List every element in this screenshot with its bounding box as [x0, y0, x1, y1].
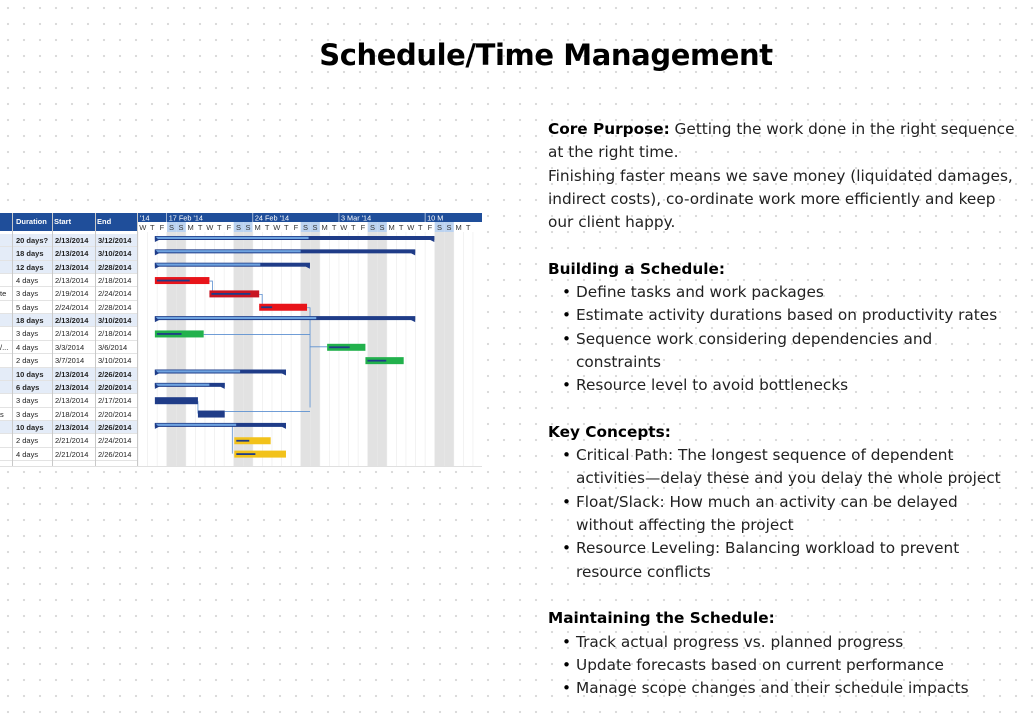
table-cell-duration: 4 days	[16, 449, 39, 459]
page-title: Schedule/Time Management	[319, 38, 773, 72]
table-cell-start: 2/13/2014	[55, 316, 89, 326]
key-concepts-list	[548, 444, 1018, 584]
building-schedule-heading: Building a Schedule:	[548, 259, 725, 278]
table-cell-duration: 4 days	[16, 342, 39, 352]
week-label: 10 M	[427, 213, 444, 223]
table-cell-end: 2/24/2014	[98, 436, 132, 446]
row-divider	[0, 460, 138, 461]
weekend-shading	[167, 232, 177, 466]
table-cell-start: 2/13/2014	[55, 382, 89, 392]
day-letter: S	[178, 223, 184, 232]
core-purpose-heading: Core Purpose:	[548, 120, 670, 138]
day-letter: M	[187, 223, 194, 232]
table-cell-start: 2/21/2014	[55, 449, 89, 459]
duration-column-header: Duration	[13, 213, 53, 231]
column-divider	[95, 213, 96, 466]
day-letter: T	[465, 223, 471, 232]
day-letter: T	[398, 223, 404, 232]
task-progress	[261, 306, 272, 308]
table-cell-name: te	[0, 289, 7, 299]
table-cell-start: 3/3/2014	[55, 342, 85, 352]
summary-progress	[155, 384, 209, 386]
summary-progress	[155, 250, 301, 252]
summary-progress	[155, 370, 240, 372]
table-cell-end: 2/28/2014	[98, 302, 132, 312]
table-cell-end: 2/17/2014	[98, 396, 132, 406]
day-letter: S	[168, 223, 175, 232]
table-cell-end: 3/12/2014	[98, 236, 132, 245]
day-letter: W	[206, 223, 214, 232]
gantt-header-blank	[0, 213, 12, 231]
weekend-shading	[368, 232, 378, 466]
table-cell-name: s	[0, 409, 4, 419]
weekend-shading	[243, 232, 253, 466]
table-cell-duration: 10 days	[16, 422, 44, 432]
day-letter: W	[407, 223, 415, 232]
maintaining-schedule-list	[548, 631, 1018, 701]
table-cell-duration: 12 days	[16, 262, 44, 272]
table-cell-end: 2/26/2014	[98, 449, 132, 459]
table-cell-duration: 6 days	[16, 382, 40, 392]
task-bar	[155, 397, 198, 404]
task-progress	[157, 280, 190, 282]
table-cell-start: 2/13/2014	[55, 236, 89, 245]
list-item: • Float/Slack: How much an activity can be delayed without affecting the project	[576, 491, 1018, 538]
day-letter: T	[264, 223, 270, 232]
day-letter: T	[284, 223, 289, 232]
table-cell-end: 2/18/2014	[98, 276, 132, 286]
day-letter: S	[369, 223, 375, 232]
day-letter: T	[217, 223, 222, 232]
list-item: • Update forecasts based on current performance	[576, 654, 1018, 677]
gantt-chart-screenshot	[0, 213, 482, 467]
table-cell-duration: 3 days	[16, 409, 39, 419]
list-item: • Manage scope changes and their schedule impacts	[576, 677, 1018, 700]
table-cell-duration: 3 days	[16, 396, 39, 406]
table-cell-end: 3/10/2014	[98, 356, 132, 366]
week-label: 3 Mar '14	[340, 213, 372, 223]
building-schedule-section	[548, 258, 1018, 398]
weekend-shading	[176, 232, 186, 466]
day-letter: M	[455, 223, 462, 232]
table-cell-end: 2/28/2014	[98, 262, 132, 272]
summary-progress	[155, 237, 309, 239]
task-progress	[157, 333, 182, 335]
table-cell-start: 2/13/2014	[55, 276, 89, 286]
task-bar	[198, 411, 225, 418]
table-cell-start: 2/21/2014	[55, 436, 89, 446]
summary-progress	[155, 424, 236, 426]
day-letter: S	[312, 223, 318, 232]
task-progress	[329, 346, 350, 348]
content-panel	[548, 118, 1018, 700]
table-cell-duration: 5 days	[16, 302, 39, 312]
week-label: '14	[140, 213, 150, 223]
table-cell-end: 2/20/2014	[98, 382, 132, 392]
table-cell-start: 2/18/2014	[55, 409, 89, 419]
day-letter: F	[427, 223, 433, 232]
maintaining-schedule-section	[548, 607, 1018, 700]
core-purpose-text: Getting the work done in the right sequence at the right time.	[548, 120, 1015, 162]
list-item: • Sequence work considering dependencies and constraints	[576, 328, 1018, 375]
weekend-shading	[234, 232, 244, 466]
day-letter: S	[302, 223, 308, 232]
task-progress	[236, 453, 255, 455]
task-progress	[211, 293, 250, 295]
list-item: • Resource Leveling: Balancing workload to prevent resource conflicts	[576, 537, 1018, 584]
table-cell-duration: 3 days	[16, 289, 39, 299]
day-letter: S	[235, 223, 241, 232]
day-letter: S	[436, 223, 442, 232]
day-letter: M	[254, 223, 261, 232]
list-item: • Critical Path: The longest sequence of dependent activities—delay these and you delay the whole project	[576, 444, 1018, 491]
table-cell-duration: 20 days?	[16, 236, 49, 245]
table-cell-duration: 3 days	[16, 329, 39, 339]
weekend-shading	[435, 232, 445, 466]
table-cell-duration: 2 days	[16, 356, 39, 366]
core-purpose-paragraph	[548, 118, 1018, 165]
list-item: • Resource level to avoid bottlenecks	[576, 374, 1018, 397]
weekend-shading	[377, 232, 387, 466]
table-cell-end: 3/10/2014	[98, 316, 132, 326]
table-cell-start: 2/13/2014	[55, 396, 89, 406]
list-item: • Estimate activity durations based on productivity rates	[576, 304, 1018, 327]
day-letter: T	[197, 223, 203, 232]
day-letter: T	[150, 223, 155, 232]
table-cell-name: /...	[0, 342, 9, 352]
building-schedule-list	[548, 281, 1018, 397]
day-letter: T	[351, 223, 356, 232]
day-letter: W	[340, 223, 348, 232]
day-letter: S	[245, 223, 251, 232]
table-cell-duration: 10 days	[16, 369, 44, 379]
day-letter: F	[360, 223, 366, 232]
summary-progress	[155, 317, 316, 319]
maintaining-schedule-heading: Maintaining the Schedule:	[548, 609, 775, 628]
table-cell-duration: 18 days	[16, 249, 44, 259]
start-column-header: Start	[52, 213, 95, 231]
table-cell-start: 3/7/2014	[55, 356, 85, 366]
table-cell-start: 2/13/2014	[55, 329, 89, 339]
key-concepts-heading: Key Concepts:	[548, 422, 671, 441]
weekend-shading	[310, 232, 320, 466]
table-cell-end: 2/26/2014	[98, 422, 132, 432]
day-letter: S	[379, 223, 385, 232]
day-letter: M	[321, 223, 328, 232]
table-cell-start: 2/13/2014	[55, 422, 89, 432]
day-letter: W	[273, 223, 281, 232]
table-cell-end: 2/26/2014	[98, 369, 132, 379]
day-letter: F	[293, 223, 299, 232]
list-item: • Track actual progress vs. planned progress	[576, 631, 1018, 654]
day-letter: S	[446, 223, 452, 232]
table-cell-end: 2/24/2014	[98, 289, 132, 299]
table-cell-duration: 2 days	[16, 436, 39, 446]
day-letter: T	[418, 223, 423, 232]
column-divider	[12, 213, 13, 466]
core-purpose-detail: Finishing faster means we save money (liquidated damages, indirect costs), co-ordinate work more efficiently and keep our client happy.	[548, 166, 1013, 232]
end-column-header: End	[95, 213, 138, 231]
table-cell-end: 3/6/2014	[98, 342, 128, 352]
table-cell-start: 2/24/2014	[55, 302, 89, 312]
gantt-timeline	[138, 213, 482, 466]
week-label: 24 Feb '14	[254, 213, 290, 223]
day-letter: F	[226, 223, 232, 232]
table-cell-start: 2/13/2014	[55, 249, 89, 259]
key-concepts-section	[548, 421, 1018, 584]
table-cell-end: 2/20/2014	[98, 409, 132, 419]
day-letter: F	[159, 223, 165, 232]
task-progress	[236, 440, 249, 442]
table-cell-start: 2/19/2014	[55, 289, 89, 299]
weekend-shading	[444, 232, 454, 466]
week-label: 17 Feb '14	[168, 213, 203, 223]
table-cell-start: 2/13/2014	[55, 262, 89, 272]
table-cell-end: 3/10/2014	[98, 249, 132, 259]
column-divider	[52, 213, 53, 466]
task-progress	[367, 360, 386, 362]
table-cell-duration: 4 days	[16, 276, 39, 286]
table-cell-duration: 18 days	[16, 316, 44, 326]
table-cell-end: 2/18/2014	[98, 329, 132, 339]
day-letter: T	[331, 223, 337, 232]
list-item: • Define tasks and work packages	[576, 281, 1018, 304]
day-letter: M	[388, 223, 395, 232]
day-letter: W	[139, 223, 147, 232]
table-cell-start: 2/13/2014	[55, 369, 89, 379]
summary-progress	[155, 264, 260, 266]
